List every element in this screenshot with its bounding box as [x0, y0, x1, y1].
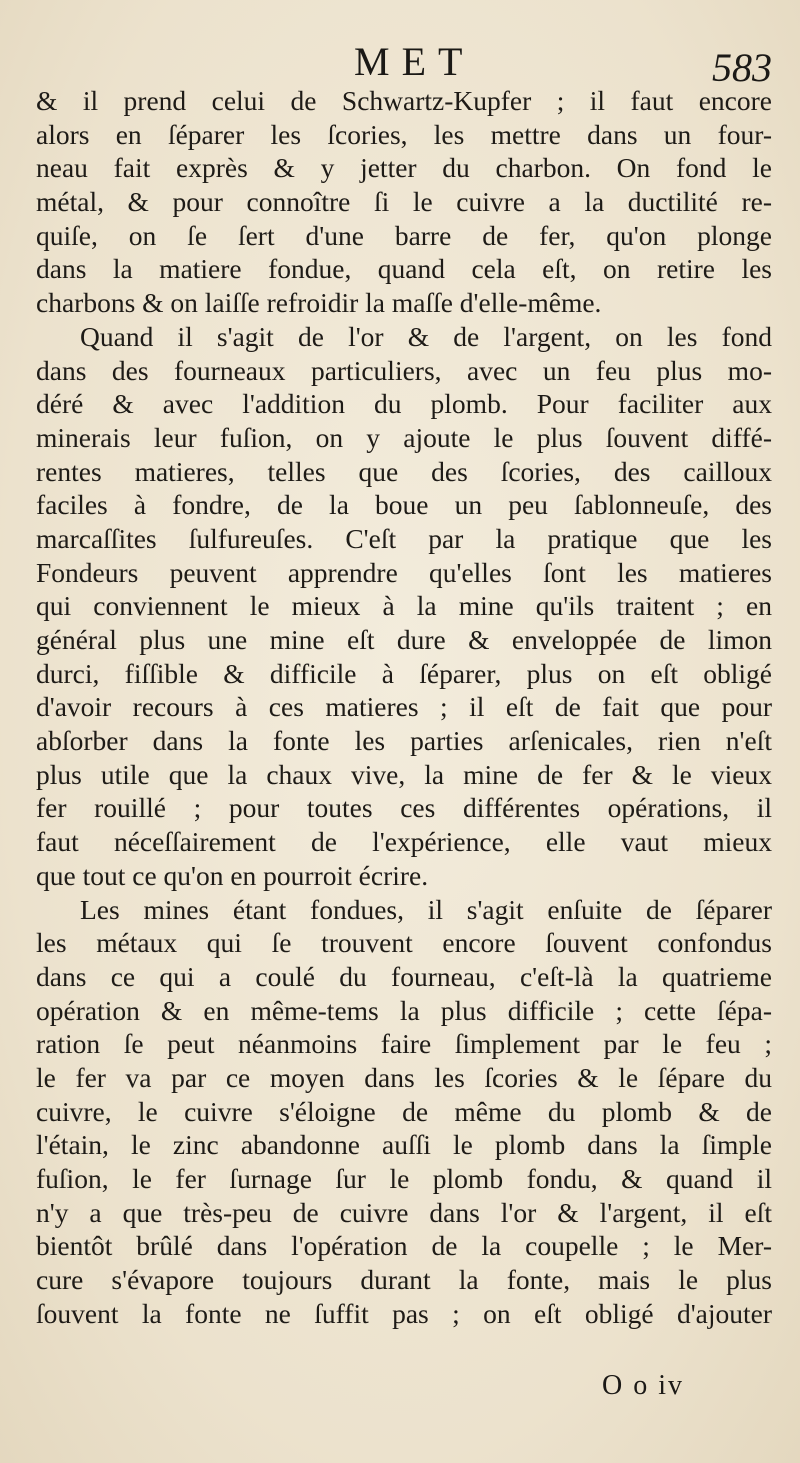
text-line: abſorber dans la fonte les parties arſenicales, rien n'eſt [36, 725, 772, 757]
text-line: qui conviennent le mieux à la mine qu'ils traitent ; en [36, 590, 772, 622]
text-line: déré & avec l'addition du plomb. Pour faciliter aux [36, 388, 772, 420]
text-line: d'avoir recours à ces matieres ; il eſt de fait que pour [36, 691, 772, 723]
paragraph-start-line: Quand il s'agit de l'or & de l'argent, on les fond [80, 320, 772, 352]
text-line: bientôt brûlé dans l'opération de la coupelle ; le Mer- [36, 1230, 772, 1262]
text-line: l'étain, le zinc abandonne auſſi le plomb dans la ſimple [36, 1129, 772, 1161]
text-line: durci, fiſſible & difficile à ſéparer, plus on eſt obligé [36, 657, 772, 689]
text-line: le fer va par ce moyen dans les ſcories & le ſépare du [36, 1061, 772, 1093]
text-line: dans la matiere fondue, quand cela eſt, on retire les [36, 253, 772, 285]
page-header [0, 34, 800, 90]
text-line: opération & en même-tems la plus difficile ; cette ſépa- [36, 994, 772, 1026]
text-line: marcaſſites ſulfureuſes. C'eſt par la pratique que les [36, 522, 772, 554]
text-line: fer rouillé ; pour toutes ces différentes opérations, il [36, 792, 772, 824]
signature-mark: O o iv [602, 1370, 684, 1401]
text-line: que tout ce qu'on en pourroit écrire. [36, 859, 429, 891]
paragraph-start-line: Les mines étant fondues, il s'agit enſuite de ſéparer [80, 893, 772, 925]
text-line: faciles à fondre, de la boue un peu ſablonneuſe, des [36, 489, 772, 521]
text-line: général plus une mine eſt dure & enveloppée de limon [36, 624, 772, 655]
running-head: MET [354, 39, 475, 84]
text-line: charbons & on laiſſe refroidir la maſſe d'elle-même. [36, 287, 602, 319]
text-line: dans ce qui a coulé du fourneau, c'eſt-là la quatrieme [36, 960, 772, 992]
text-line: n'y a que très-peu de cuivre dans l'or & l'argent, il eſt [36, 1196, 772, 1228]
text-line: neau fait exprès & y jetter du charbon. On fond le [36, 152, 772, 184]
text-line: fuſion, le fer ſurnage ſur le plomb fondu, & quand il [36, 1163, 772, 1194]
text-line: & il prend celui de Schwartz-Kupfer ; il faut encore [36, 85, 772, 116]
text-line: faut néceſſairement de l'expérience, elle vaut mieux [36, 826, 772, 858]
text-line: rentes matieres, telles que des ſcories, des cailloux [36, 455, 772, 487]
text-line: Fondeurs peuvent apprendre qu'elles ſont les matieres [36, 556, 772, 588]
text-line: alors en ſéparer les ſcories, les mettre dans un four- [36, 118, 772, 150]
text-line: les métaux qui ſe trouvent encore ſouvent confondus [36, 927, 772, 959]
text-line: dans des fourneaux particuliers, avec un feu plus mo- [36, 354, 772, 386]
body-text [36, 84, 772, 1330]
text-line: plus utile que la chaux vive, la mine de fer & le vieux [36, 758, 772, 790]
text-line: ration ſe peut néanmoins faire ſimplement par le feu ; [36, 1028, 772, 1060]
text-line: ſouvent la fonte ne ſuffit pas ; on eſt obligé d'ajouter [36, 1297, 772, 1329]
page-number: 583 [712, 45, 772, 90]
text-line: quiſe, on ſe ſert d'une barre de fer, qu'on plonge [36, 219, 772, 251]
text-line: cure s'évapore toujours durant la fonte, mais le plus [36, 1264, 772, 1296]
text-line: métal, & pour connoître ſi le cuivre a la ductilité re- [36, 186, 772, 218]
text-line: cuivre, le cuivre s'éloigne de même du plomb & de [36, 1095, 772, 1127]
text-line: minerais leur fuſion, on y ajoute le plus ſouvent diffé- [36, 421, 772, 453]
